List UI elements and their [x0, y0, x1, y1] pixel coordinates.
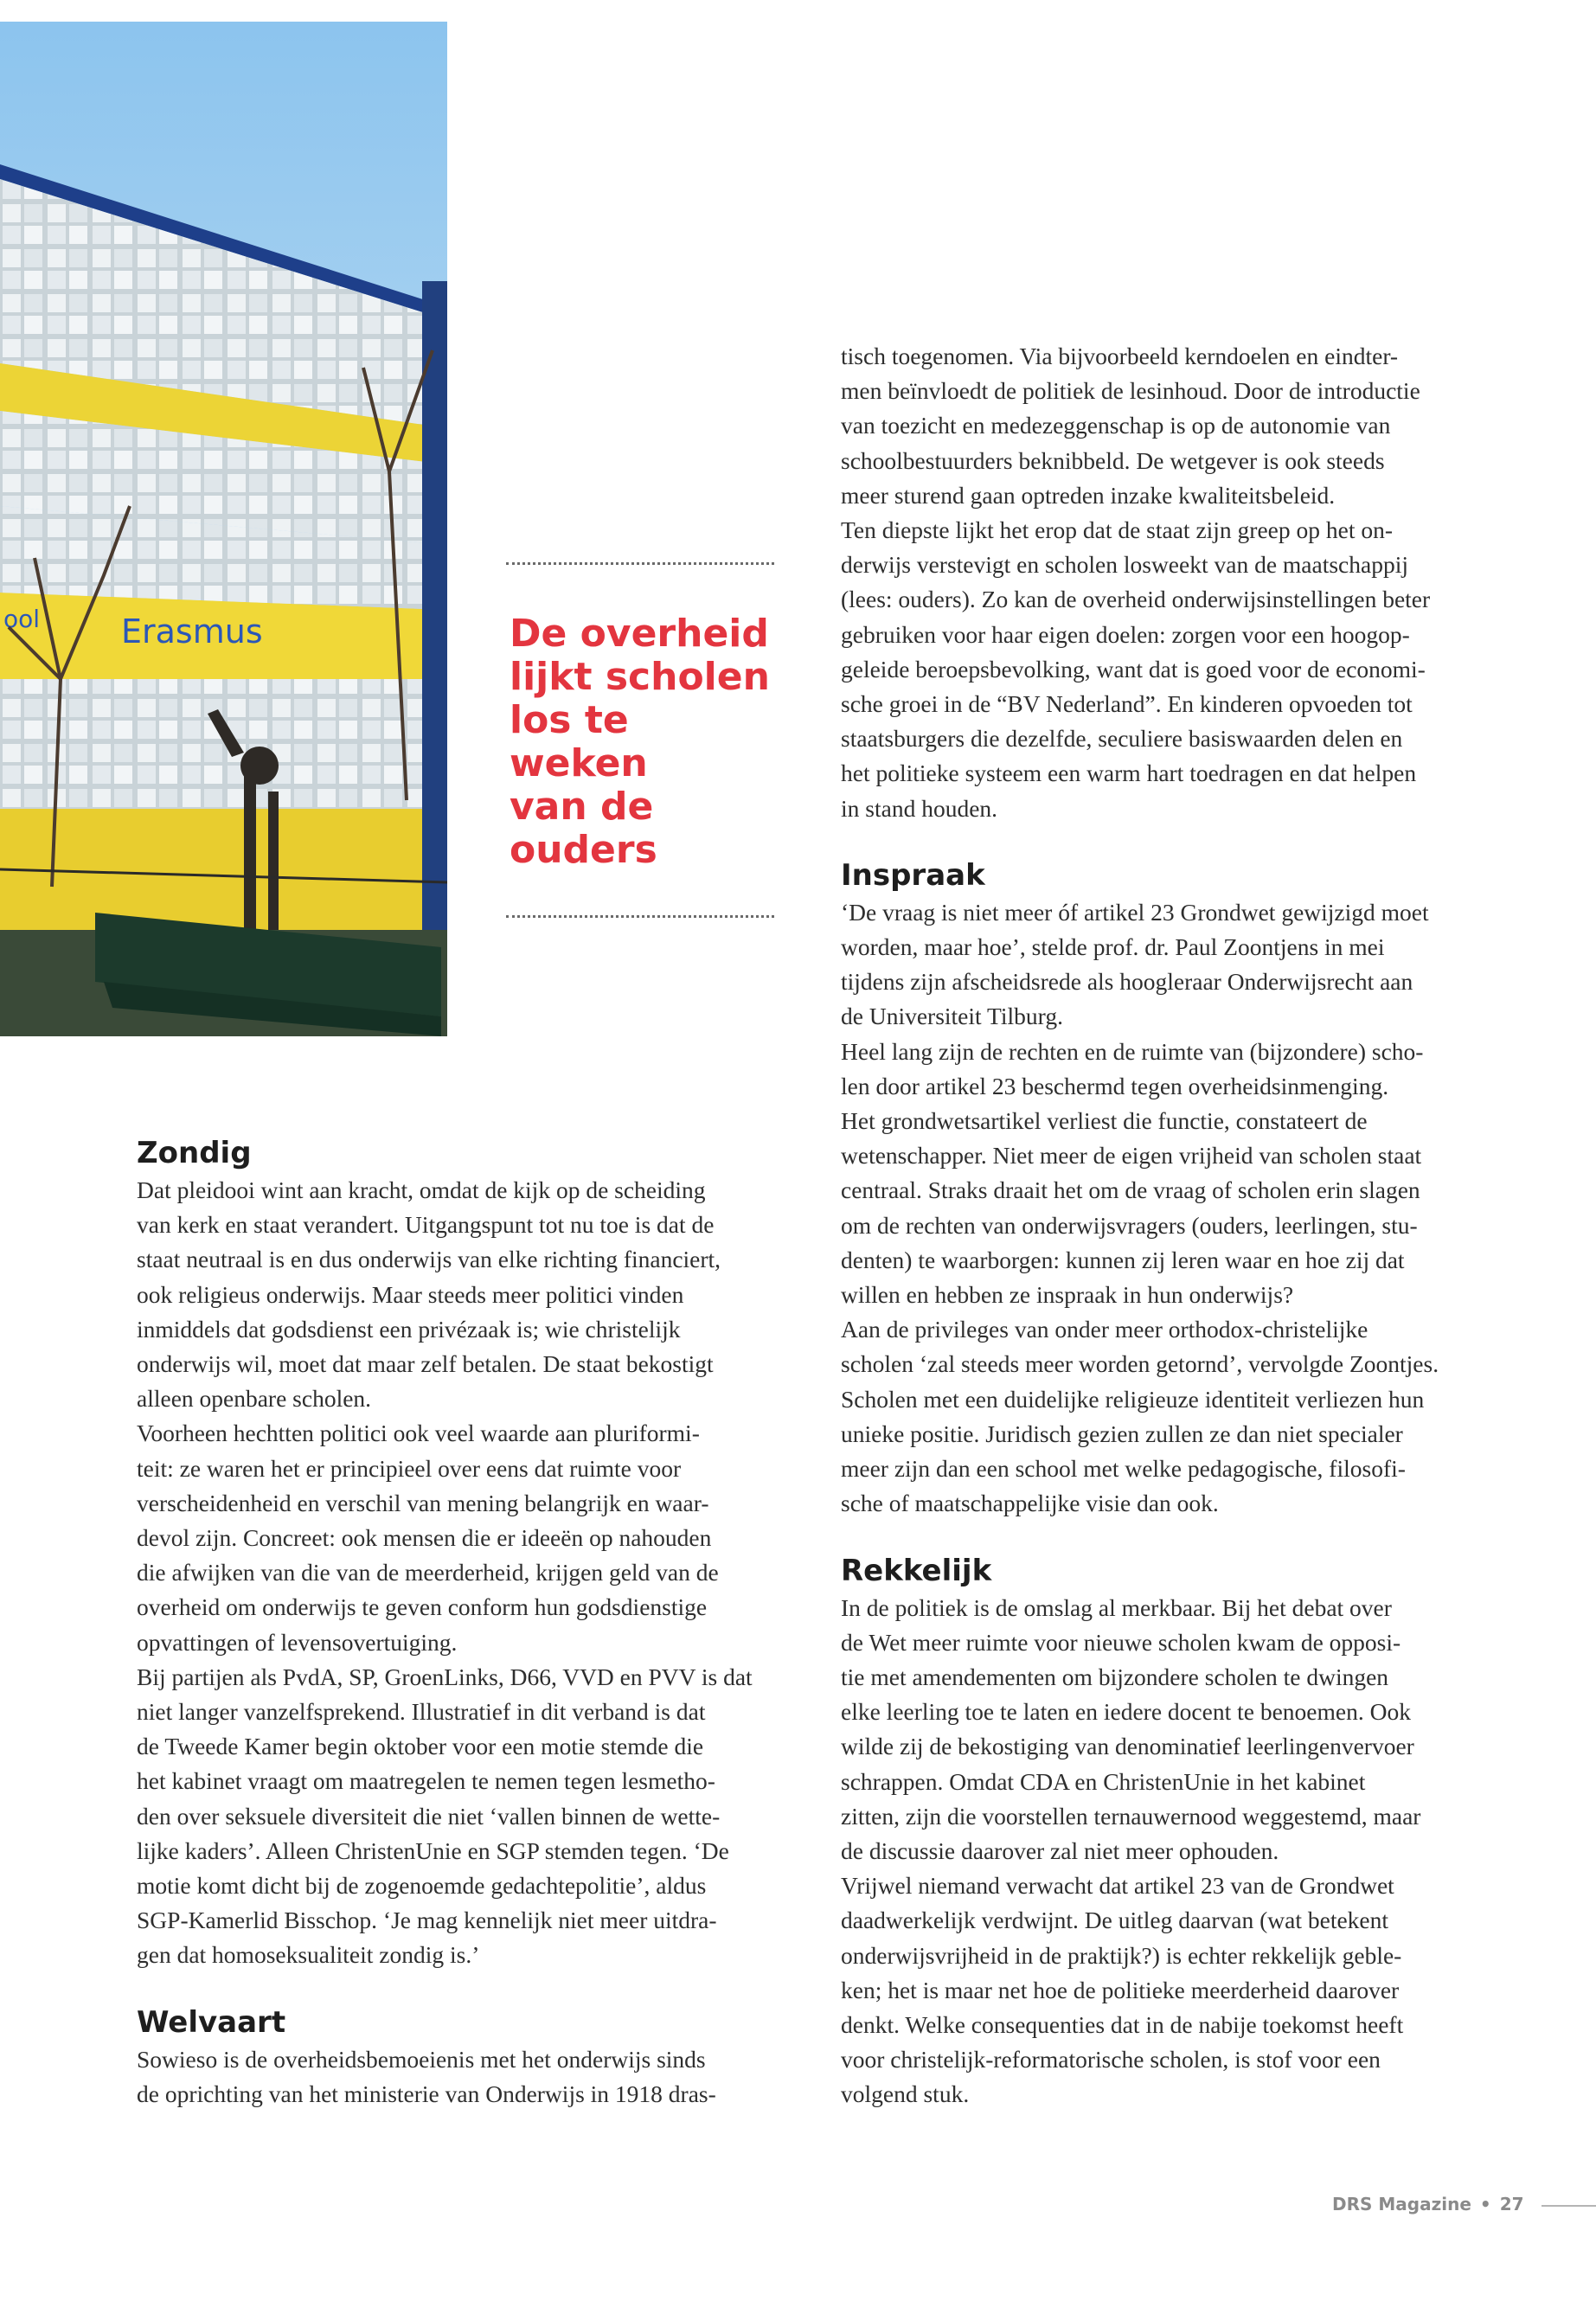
paragraph [841, 895, 1511, 1035]
text-line: zitten, zijn die voorstellen ternauwernood weggestemd, maar [841, 1802, 1421, 1830]
text-line: denkt. Welke consequenties dat in de nabije toekomst heeft [841, 2010, 1404, 2038]
section-heading: Welvaart [137, 2004, 286, 2040]
text-line: in stand houden. [841, 794, 998, 822]
page-footer [1332, 2194, 1524, 2214]
text-line: Vrijwel niemand verwacht dat artikel 23 van de Grondwet [841, 1872, 1394, 1900]
text-line: Het grondwetsartikel verliest die functie, constateert de [841, 1107, 1368, 1135]
text-line: geleide beroepsbevolking, want dat is goed voor de economi- [841, 655, 1426, 683]
text-line: men beïnvloedt de politiek de lesinhoud. Door de introductie [841, 377, 1420, 405]
text-line: sche groei in de “BV Nederland”. En kinderen opvoeden tot [841, 690, 1413, 718]
text-line: worden, maar hoe’, stelde prof. dr. Paul Zoontjens in mei [841, 933, 1385, 961]
text-line: de Universiteit Tilburg. [841, 1003, 1063, 1030]
text-line: motie komt dicht bij de zogenoemde gedachtepolitie’, aldus [137, 1872, 707, 1900]
text-line: volgend stuk. [841, 2080, 970, 2108]
text-line: Sowieso is de overheidsbemoeienis met het onderwijs sinds [137, 2045, 706, 2073]
section-heading: Rekkelijk [841, 1553, 992, 1588]
section-gap [137, 1973, 811, 2004]
text-line: staatsburgers die dezelfde, seculiere basiswaarden delen en [841, 725, 1403, 753]
section-heading: Inspraak [841, 857, 985, 893]
text-line: gen dat homoseksualiteit zondig is.’ [137, 1941, 480, 1969]
paragraph [137, 1660, 811, 1973]
pull-quote [506, 562, 774, 918]
pull-quote-text: De overheid lijkt scholen los te weken van de ouders [510, 612, 770, 872]
paragraph [841, 339, 1511, 513]
text-line: schrappen. Omdat CDA en ChristenUnie in het kabinet [841, 1767, 1366, 1795]
footer-rule [1542, 2205, 1596, 2207]
paragraph [841, 1312, 1511, 1521]
text-line: schoolbestuurders beknibbeld. De wetgever is ook steeds [841, 446, 1385, 474]
text-line: Voorheen hechtten politici ook veel waarde aan pluriformi- [137, 1420, 700, 1447]
sign-partial-text: ool [3, 605, 41, 633]
text-line: onderwijs wil, moet dat maar zelf betalen. De staat bekostigt [137, 1350, 714, 1378]
text-line: de discussie daarover zal niet meer ophouden. [841, 1836, 1279, 1864]
text-line: alleen openbare scholen. [137, 1385, 372, 1413]
text-line: meer zijn dan een school met welke pedagogische, filosofi- [841, 1455, 1406, 1483]
section-gap [841, 1522, 1511, 1553]
text-line: SGP-Kamerlid Bisschop. ‘Je mag kennelijk niet meer uitdra- [137, 1907, 717, 1934]
text-line: tijdens zijn afscheidsrede als hoogleraar Onderwijsrecht aan [841, 968, 1413, 996]
paragraph [841, 1035, 1511, 1313]
pull-quote-bottom-rule [506, 915, 774, 918]
text-line: staat neutraal is en dus onderwijs van elke richting financiert, [137, 1246, 721, 1273]
pull-quote-top-rule [506, 562, 774, 565]
right-text-column [841, 339, 1511, 2112]
text-line: len door artikel 23 beschermd tegen overheidsinmenging. [841, 1072, 1389, 1099]
text-line: teit: ze waren het er principieel over eens dat ruimte voor [137, 1454, 682, 1482]
text-line: (lees: ouders). Zo kan de overheid onderwijsinstellingen beter [841, 586, 1431, 613]
text-line: de Tweede Kamer begin oktober voor een motie stemde die [137, 1733, 704, 1760]
text-line: overheid om onderwijs te geven conform hun godsdienstige [137, 1593, 708, 1621]
text-line: Scholen met een duidelijke religieuze identiteit verliezen hun [841, 1385, 1425, 1413]
text-line: unieke positie. Juridisch gezien zullen ze dan niet specialer [841, 1420, 1403, 1447]
text-line: derwijs verstevigt en scholen losweekt van de maatschappij [841, 551, 1408, 579]
text-line: wilde zij de bekostiging van denominatief leerlingenvervoer [841, 1733, 1414, 1760]
text-line: lijke kaders’. Alleen ChristenUnie en SGP stemden tegen. ‘De [137, 1836, 729, 1864]
text-line: van toezicht en medezeggenschap is op de autonomie van [841, 412, 1391, 439]
school-photo [0, 22, 447, 1036]
text-line: daadwerkelijk verdwijnt. De uitleg daarvan (wat betekent [841, 1907, 1389, 1934]
magazine-name: DRS Magazine [1332, 2194, 1471, 2214]
text-line: ook religieus onderwijs. Maar steeds meer politici vinden [137, 1280, 684, 1308]
text-line: van kerk en staat verandert. Uitgangspunt tot nu toe is dat de [137, 1211, 715, 1239]
text-line: Bij partijen als PvdA, SP, GroenLinks, D66, VVD en PVV is dat [137, 1663, 753, 1690]
text-line: niet langer vanzelfsprekend. Illustratief in dit verband is dat [137, 1698, 706, 1726]
text-line: Aan de privileges van onder meer orthodox-christelijke [841, 1316, 1368, 1343]
left-text-column [137, 1135, 811, 2112]
sign-erasmus-text: Erasmus [121, 612, 263, 651]
text-line: opvattingen of levensovertuiging. [137, 1628, 458, 1656]
text-line: het politieke systeem een warm hart toedragen en dat helpen [841, 760, 1417, 787]
text-line: willen en hebben ze inspraak in hun onderwijs? [841, 1281, 1294, 1309]
text-line: gebruiken voor haar eigen doelen: zorgen voor een hoogop- [841, 620, 1410, 648]
text-line: den over seksuele diversiteit die niet ‘vallen binnen de wette- [137, 1802, 721, 1830]
text-line: het kabinet vraagt om maatregelen te nemen tegen lesmetho- [137, 1767, 715, 1795]
text-line: die afwijken van die van de meerderheid, krijgen geld van de [137, 1559, 719, 1586]
text-line: meer sturend gaan optreden inzake kwaliteitsbeleid. [841, 481, 1336, 509]
section-heading: Zondig [137, 1136, 252, 1170]
text-line: ‘De vraag is niet meer óf artikel 23 Grondwet gewijzigd moet [841, 898, 1429, 926]
text-line: Dat pleidooi wint aan kracht, omdat de kijk op de scheiding [137, 1176, 706, 1203]
text-line: tie met amendementen om bijzondere scholen te dwingen [841, 1663, 1389, 1690]
text-line: tisch toegenomen. Via bijvoorbeeld kerndoelen en eindter- [841, 343, 1399, 369]
paragraph [137, 1173, 811, 1416]
paragraph [841, 1868, 1511, 2112]
text-line: Ten diepste lijkt het erop dat de staat zijn greep op het on- [841, 516, 1394, 544]
text-line: denten) te waarborgen: kunnen zij leren waar en hoe zij dat [841, 1246, 1405, 1273]
text-line: de Wet meer ruimte voor nieuwe scholen kwam de opposi- [841, 1628, 1401, 1656]
text-line: ken; het is maar net hoe de politieke meerderheid daarover [841, 1976, 1400, 2003]
text-line: de oprichting van het ministerie van Onderwijs in 1918 dras- [137, 2080, 716, 2107]
text-line: onderwijsvrijheid in de praktijk?) is echter rekkelijk geble- [841, 1941, 1402, 1969]
text-line: elke leerling toe te laten en iedere docent te benoemen. Ook [841, 1698, 1411, 1726]
text-line: voor christelijk-reformatorische scholen, is stof voor een [841, 2046, 1381, 2073]
text-line: devol zijn. Concreet: ook mensen die er ideeën op nahouden [137, 1524, 712, 1552]
text-line: scholen ‘zal steeds meer worden getornd’, vervolgde Zoontjes. [841, 1350, 1439, 1378]
text-line: inmiddels dat godsdienst een privézaak is; wie christelijk [137, 1315, 681, 1343]
paragraph [137, 2042, 811, 2112]
page-number: 27 [1499, 2194, 1524, 2214]
paragraph [841, 1591, 1511, 1869]
paragraph [841, 513, 1511, 826]
footer-separator: • [1479, 2194, 1491, 2214]
text-line: Heel lang zijn de rechten en de ruimte van (bijzondere) scho- [841, 1037, 1424, 1065]
text-line: sche of maatschappelijke visie dan ook. [841, 1490, 1219, 1517]
text-line: centraal. Straks draait het om de vraag of scholen erin slagen [841, 1176, 1420, 1204]
text-line: verscheidenheid en verschil van mening belangrijk en waar- [137, 1489, 709, 1516]
text-line: om de rechten van onderwijsvragers (ouders, leerlingen, stu- [841, 1211, 1418, 1239]
text-line: In de politiek is de omslag al merkbaar. Bij het debat over [841, 1593, 1392, 1621]
section-gap [841, 826, 1511, 857]
paragraph [137, 1416, 811, 1659]
text-line: wetenschapper. Niet meer de eigen vrijheid van scholen staat [841, 1142, 1422, 1170]
